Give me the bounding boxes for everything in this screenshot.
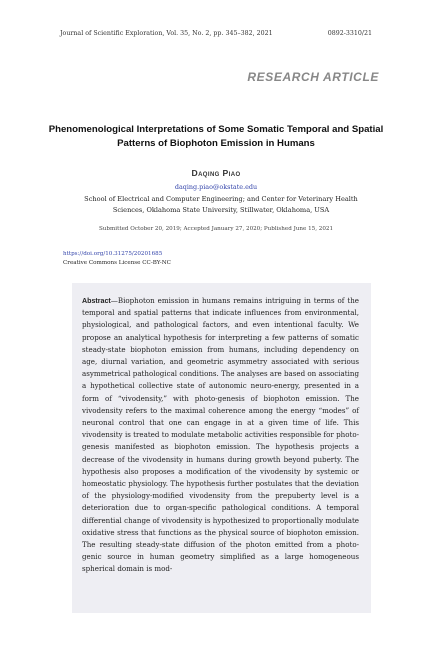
abstract-body: —Biophoton emission in humans remains intriguing in terms of the temporal and spatial patterns that indicate influences from environmental, physiological, and pathological factors, and even intentional faculty. We propose an analytical hypothesis for interpreting a few patterns of somatic steady-state biophoton emission from humans, including dependency on age, diurnal variation, and geometric asymmetry associated with serious asymmetrical pathological conditions. The analyses are based on associating a hypothetical collective state of autonomic neuro-energy, presented in a form of “vivodensity,” with photo-genesis of biophoton emission. The vivodensity refers to the maximal coherence among the energy “modes” of neuronal control that one can engage in at a given time of life. This vivodensity is treated to modulate metabolic activities responsible for photo-genesis manifested as biophoton emission. The hypothesis projects a decrease of the vivodensity in humans during growth beyond puberty. The hypothesis also proposes a modification of the vivodensity by systemic or homeostatic physiology. The hypothesis further postulates that the deviation of the physiology-modified vivodensity from the prepuberty level is a deterioration due to organ-specific pathological conditions. A temporal differential change of vivodensity is hypothesized to proportionally modulate oxidative stress that functions as the physical source of biophoton emission. The resulting steady-state diffusion of the photon emitted from a photo-genic source in human geometry simplified as a large homogeneous spherical domain is mod- (82, 296, 359, 574)
abstract-label: Abstract (82, 297, 111, 305)
author-email-link[interactable]: daqing.piao@okstate.edu (174, 183, 258, 191)
issn: 0892-3310/21 (327, 30, 372, 37)
journal-citation: Journal of Scientific Exploration, Vol. 35, No. 2, pp. 345–382, 2021 (60, 30, 273, 37)
publication-dates: Submitted October 20, 2019; Accepted January 27, 2020; Published June 15, 2021 (98, 226, 334, 232)
license-text: Creative Commons License CC-BY-NC (63, 260, 171, 266)
article-title: Phenomenological Interpretations of Some Somatic Temporal and Spatial Patterns of Biophoton Emission in Humans (48, 124, 384, 149)
abstract-text (82, 295, 359, 576)
doi-link[interactable]: https://doi.org/10.31275/20201685 (63, 251, 163, 257)
article-type-label: RESEARCH ARTICLE (247, 70, 379, 84)
author-affiliation: School of Electrical and Computer Engineering; and Center for Veterinary Health Sciences, Oklahoma State University, Stillwater, Oklahoma, USA (84, 195, 358, 214)
abstract-box (72, 283, 371, 613)
author-name: Daqing Piao (191, 168, 241, 178)
